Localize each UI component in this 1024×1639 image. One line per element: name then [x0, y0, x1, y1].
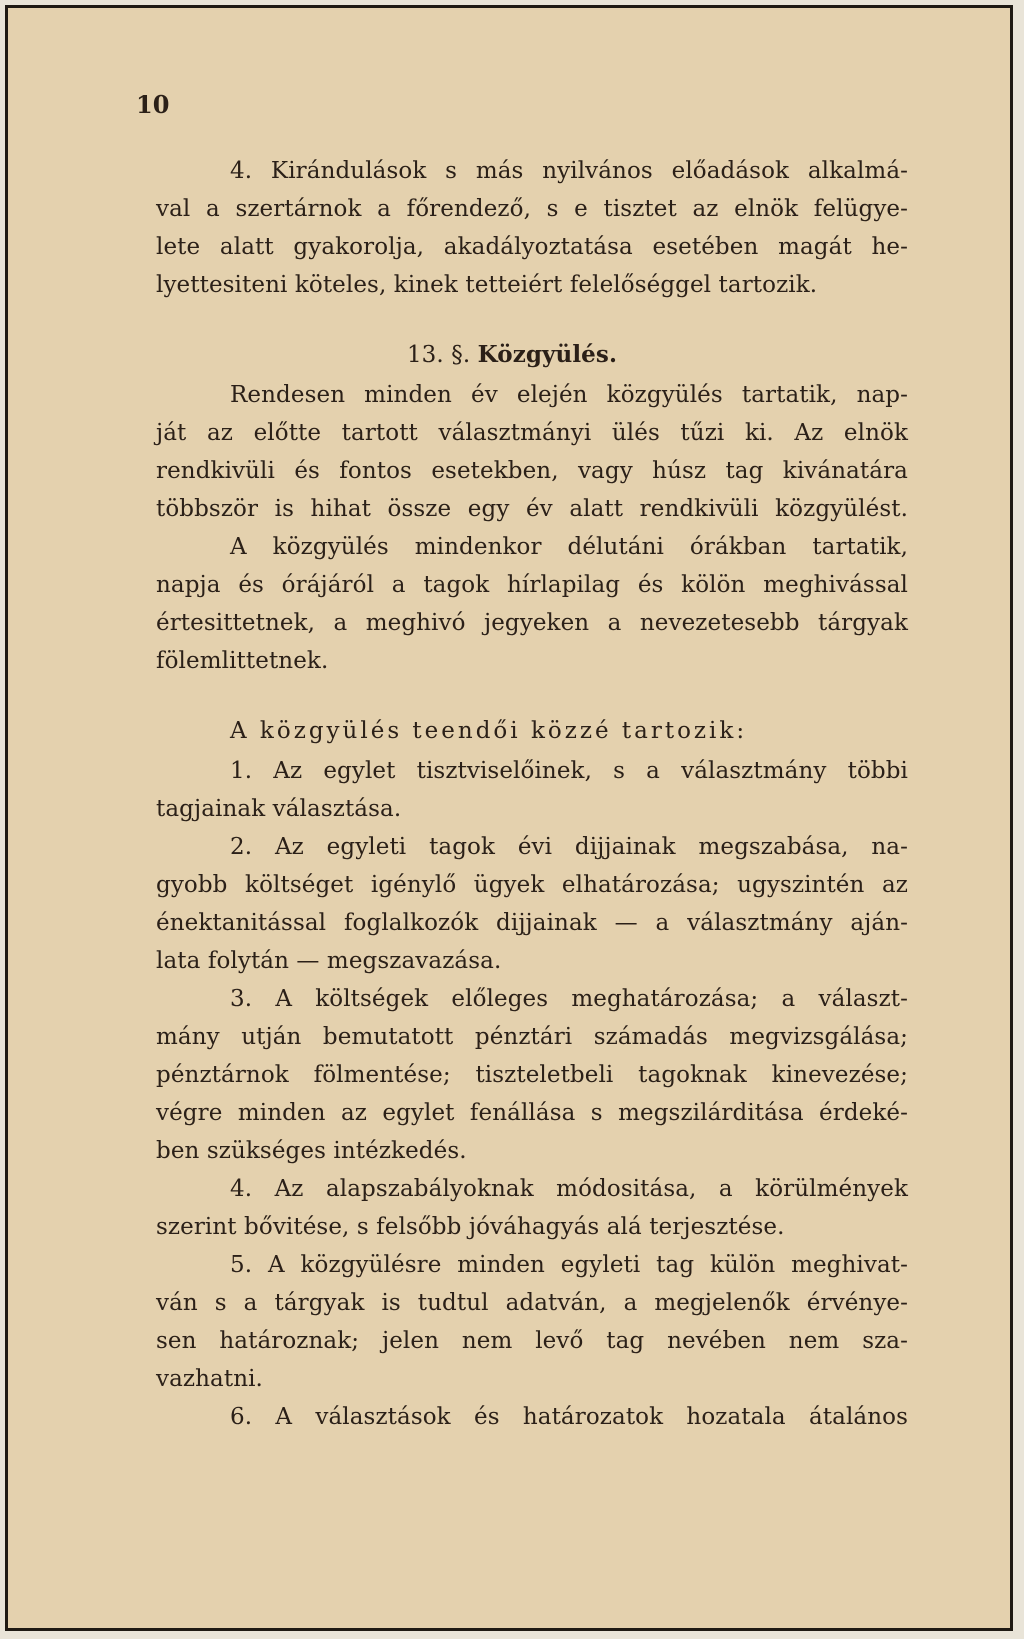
list-item-line: pénztárnok fölmentése; tiszteletbeli tagoknak kinevezése; — [156, 1062, 908, 1088]
paragraph-line: napja és órájáról a tagok hírlapilag és kölön meghivással — [156, 572, 908, 598]
list-item-line: gyobb költséget igénylő ügyek elhatározása; ugyszintén az — [156, 872, 908, 898]
paragraph-line: ját az előtte tartott választmányi ülés tűzi ki. Az elnök — [156, 420, 908, 446]
paragraph-line: értesittetnek, a meghivó jegyeken a nevezetesebb tárgyak — [156, 610, 908, 636]
list-item-line: 6. A választások és határozatok hozatala átalános — [230, 1404, 908, 1430]
list-item-line: sen határoznak; jelen nem levő tag nevében nem sza- — [156, 1328, 908, 1354]
list-item-line: 5. A közgyülésre minden egyleti tag külön meghivat- — [230, 1252, 908, 1278]
list-item-line: 3. A költségek előleges meghatározása; a választ- — [230, 986, 908, 1012]
paragraph-line: fölemlittetnek. — [156, 648, 329, 674]
paragraph-line: többször is hihat össze egy év alatt rendkivüli közgyülést. — [156, 496, 908, 522]
list-item-line: lata folytán — megszavazása. — [156, 948, 502, 974]
paragraph-line: val a szertárnok a főrendező, s e tisztet az elnök felügye- — [156, 196, 908, 222]
list-item-line: mány utján bemutatott pénztári számadás megvizsgálása; — [156, 1024, 908, 1050]
list-item-line: vazhatni. — [156, 1366, 263, 1392]
list-item-line: 1. Az egylet tisztviselőinek, s a választmány többi — [230, 758, 908, 784]
list-item-line: tagjainak választása. — [156, 796, 402, 822]
book-page — [5, 5, 1013, 1631]
section-number: 13. §. — [406, 342, 471, 368]
list-item-line: szerint bővitése, s felsőbb jóváhagyás alá terjesztése. — [156, 1214, 785, 1240]
paragraph-line: lete alatt gyakorolja, akadályoztatása esetében magát he- — [156, 234, 908, 260]
list-heading: A közgyülés teendői közzé tartozik: — [230, 718, 748, 744]
page-number: 10 — [136, 90, 170, 119]
list-item-line: végre minden az egylet fenállása s megszilárditása érdeké- — [156, 1100, 908, 1126]
section-title: Közgyülés. — [477, 341, 618, 368]
section-heading — [8, 340, 1016, 370]
list-item-line: énektanitással foglalkozók dijjainak — a választmány aján- — [156, 910, 908, 936]
paragraph-line: 4. Kirándulások s más nyilvános előadások alkalmá- — [230, 158, 908, 184]
list-item-line: 4. Az alapszabályoknak módositása, a körülmények — [230, 1176, 908, 1202]
paragraph-line: rendkivüli és fontos esetekben, vagy húsz tag kivánatára — [156, 458, 908, 484]
list-item-line: 2. Az egyleti tagok évi dijjainak megszabása, na- — [230, 834, 908, 860]
paragraph-line: lyettesiteni köteles, kinek tetteiért felelőséggel tartozik. — [156, 272, 818, 298]
paragraph-line: A közgyülés mindenkor délutáni órákban tartatik, — [230, 534, 908, 560]
paragraph-line: Rendesen minden év elején közgyülés tartatik, nap- — [230, 382, 908, 408]
list-item-line: ván s a tárgyak is tudtul adatván, a megjelenők érvénye- — [156, 1290, 908, 1316]
list-item-line: ben szükséges intézkedés. — [156, 1138, 467, 1164]
